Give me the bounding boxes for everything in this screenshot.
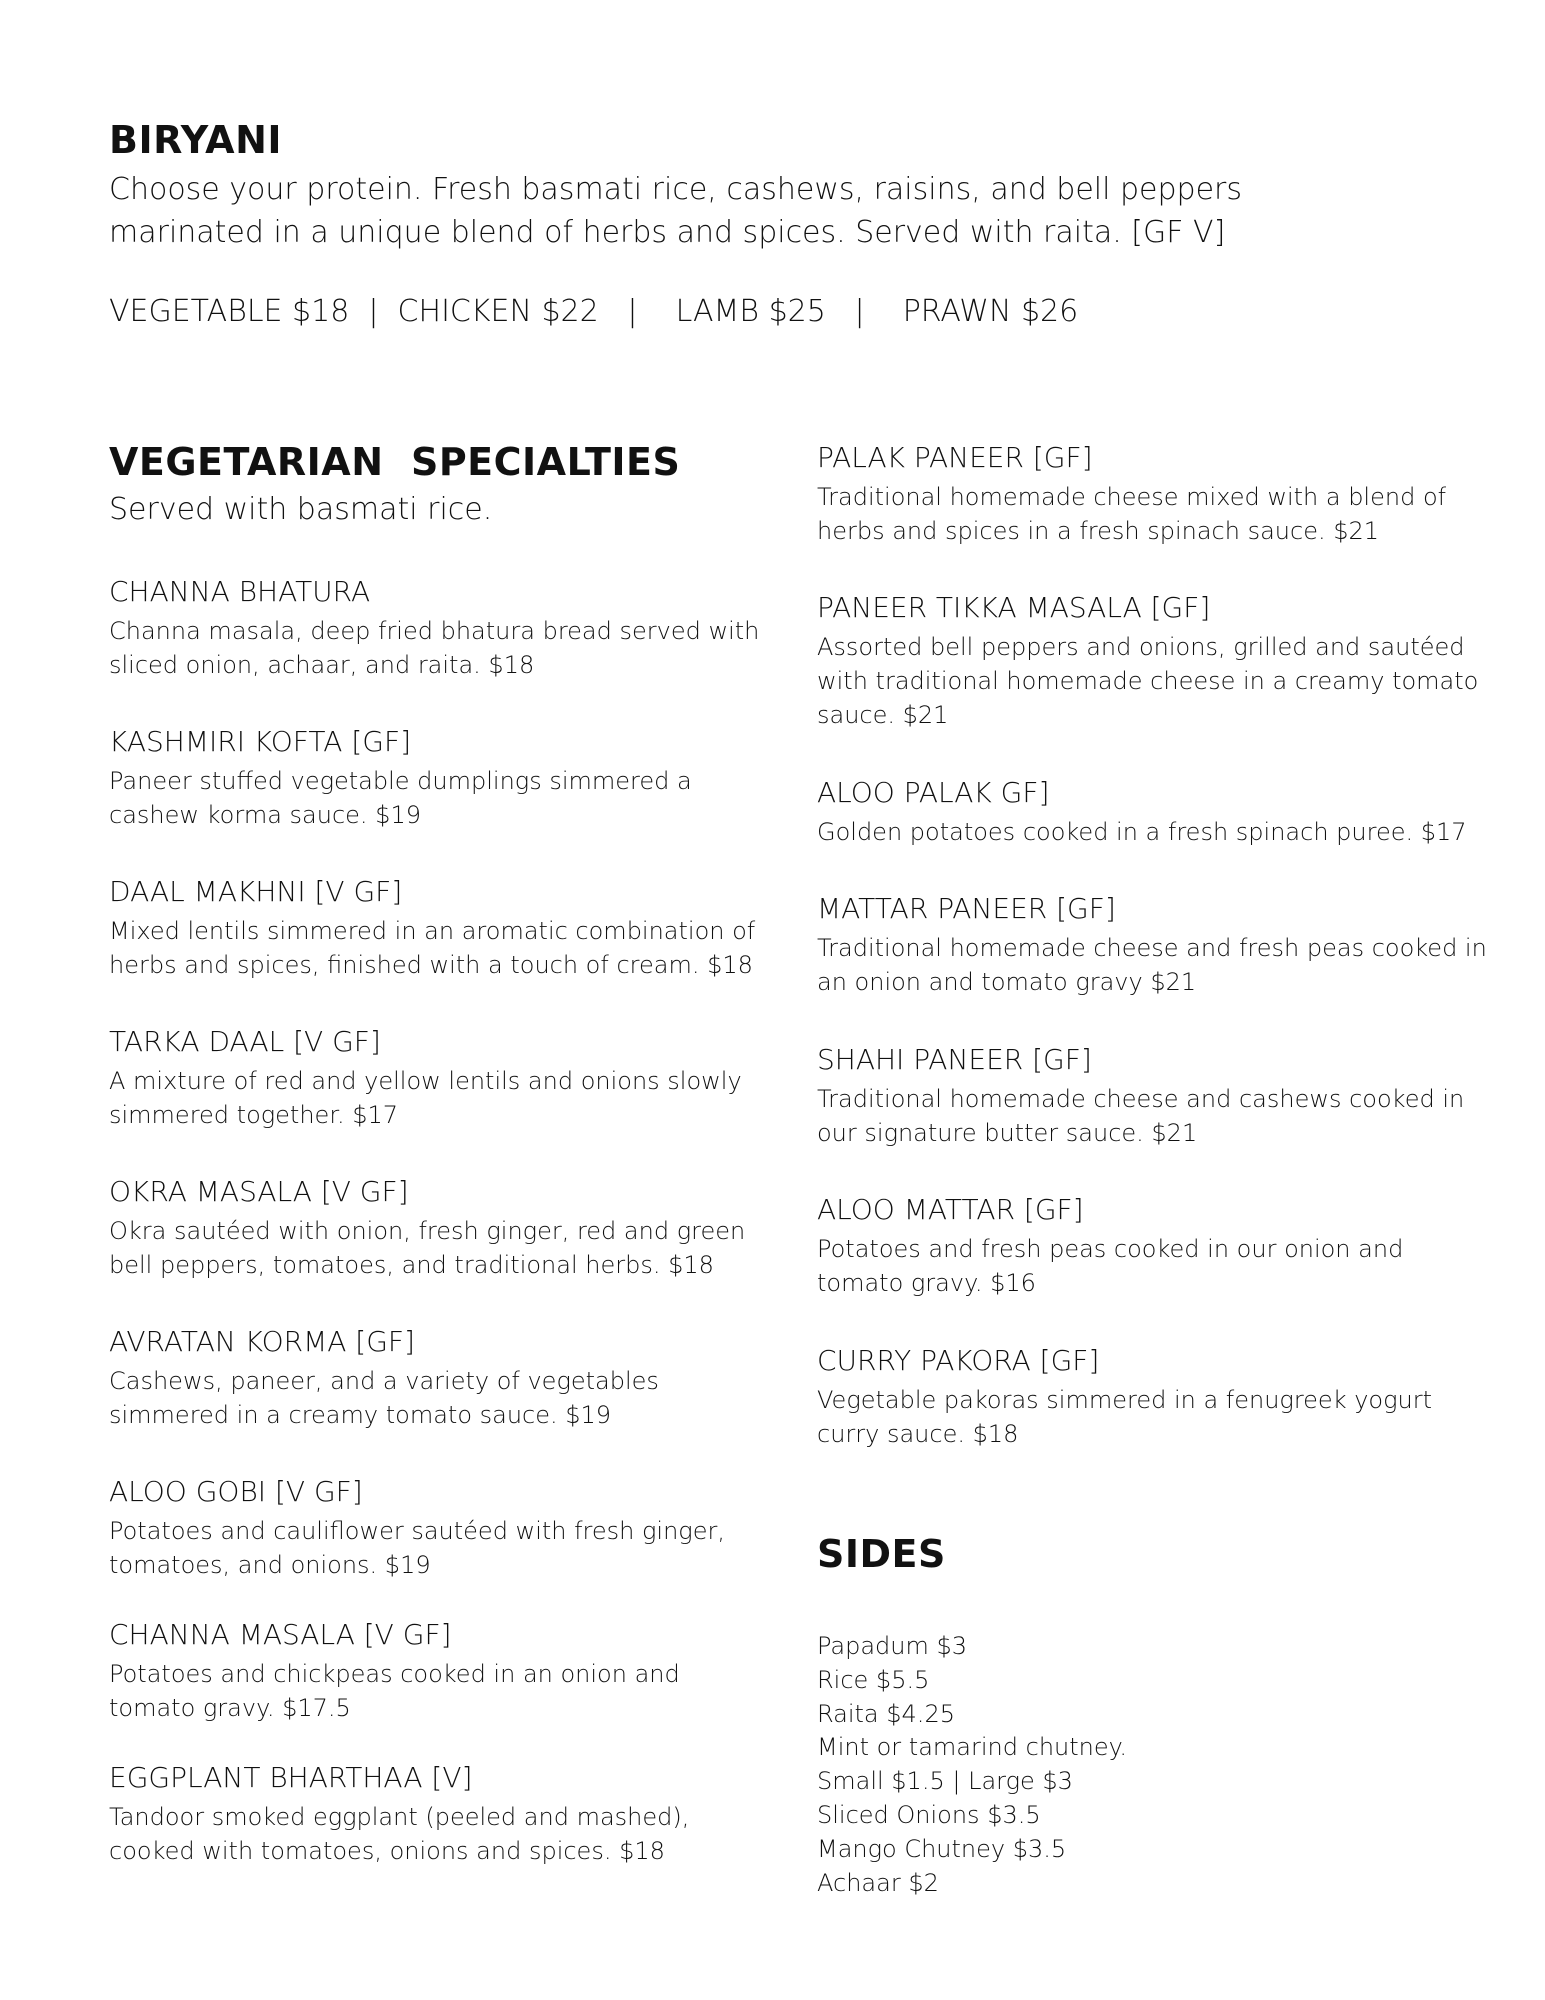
menu-item (817, 440, 1497, 548)
menu-item-name: OKRA MASALA [V GF] (109, 1175, 409, 1208)
list-item: Mint or tamarind chutney. (817, 1733, 1128, 1762)
menu-item-desc: Potatoes and fresh peas cooked in our onion and tomato gravy. $16 (817, 1235, 1404, 1297)
menu-item-desc: Channa masala, deep fried bhatura bread served with sliced onion, achaar, and raita. $18 (109, 617, 760, 679)
list-item: Sliced Onions $3.5 (817, 1800, 1041, 1829)
menu-item-desc: Potatoes and cauliflower sautéed with fresh ginger, tomatoes, and onions. $19 (109, 1517, 725, 1579)
biryani-title: BIRYANI (109, 118, 283, 162)
menu-item (109, 1024, 769, 1132)
sides-list (817, 1630, 1127, 1900)
menu-item-name: DAAL MAKHNI [V GF] (109, 875, 403, 908)
menu-item (109, 1174, 769, 1282)
menu-item (109, 1474, 769, 1582)
menu-item (109, 724, 769, 832)
menu-item (817, 1192, 1497, 1300)
menu-item-name: CURRY PAKORA [GF] (817, 1344, 1100, 1377)
menu-item-name: SHAHI PANEER [GF] (817, 1043, 1092, 1076)
menu-item-name: ALOO GOBI [V GF] (109, 1475, 363, 1508)
list-item: Small $1.5 | Large $3 (817, 1767, 1073, 1796)
menu-item-name: KASHMIRI KOFTA [GF] (109, 725, 411, 758)
menu-item-desc: Paneer stuffed vegetable dumplings simmered a cashew korma sauce. $19 (109, 767, 692, 829)
menu-item-desc: Cashews, paneer, and a variety of vegetables simmered in a creamy tomato sauce. $19 (109, 1367, 659, 1429)
menu-item (817, 775, 1497, 849)
menu-item-name: ALOO MATTAR [GF] (817, 1193, 1084, 1226)
menu-item-desc: Golden potatoes cooked in a fresh spinach puree. $17 (817, 818, 1467, 846)
menu-item-desc: Assorted bell peppers and onions, grilled and sautéed with traditional homemade cheese in a creamy tomato sauce. $21 (817, 633, 1479, 729)
menu-item (817, 891, 1497, 999)
menu-item-name: PALAK PANEER [GF] (817, 441, 1093, 474)
menu-item-desc: Vegetable pakoras simmered in a fenugreek yogurt curry sauce. $18 (817, 1386, 1432, 1448)
menu-item-desc: Traditional homemade cheese and cashews cooked in our signature butter sauce. $21 (817, 1085, 1465, 1147)
menu-item-name: ALOO PALAK GF] (817, 776, 1050, 809)
list-item: Raita $4.25 (817, 1699, 955, 1728)
menu-item-desc: Tandoor smoked eggplant (peeled and mashed), cooked with tomatoes, onions and spices. $18 (109, 1803, 690, 1865)
list-item: Rice $5.5 (817, 1665, 930, 1694)
menu-item-name: CHANNA MASALA [V GF] (109, 1618, 452, 1651)
menu-item-name: CHANNA BHATURA (109, 575, 371, 608)
menu-item (109, 1617, 769, 1725)
menu-item (109, 874, 769, 982)
menu-item-desc: A mixture of red and yellow lentils and onions slowly simmered together. $17 (109, 1067, 742, 1129)
menu-item (817, 1343, 1497, 1451)
menu-item-desc: Potatoes and chickpeas cooked in an onion and tomato gravy. $17.5 (109, 1660, 680, 1722)
menu-item-desc: Traditional homemade cheese and fresh peas cooked in an onion and tomato gravy $21 (817, 934, 1487, 996)
list-item: Achaar $2 (817, 1868, 939, 1897)
vegetarian-title: VEGETARIAN SPECIALTIES (109, 440, 681, 484)
menu-item-name: PANEER TIKKA MASALA [GF] (817, 591, 1211, 624)
menu-item (817, 1042, 1497, 1150)
list-item: Mango Chutney $3.5 (817, 1834, 1067, 1863)
menu-item (817, 590, 1497, 732)
biryani-section (109, 118, 1409, 329)
sides-title: SIDES (817, 1532, 946, 1576)
menu-item (109, 574, 769, 682)
list-item: Papadum $3 (817, 1632, 968, 1660)
menu-item-name: MATTAR PANEER [GF] (817, 892, 1116, 925)
menu-item (109, 1760, 769, 1868)
menu-item-name: AVRATAN KORMA [GF] (109, 1325, 415, 1358)
biryani-description: Choose your protein. Fresh basmati rice, cashews, raisins, and bell peppers marinated in a unique blend of herbs and spices. Served with raita. [GF V] (109, 172, 1243, 250)
menu-item-name: TARKA DAAL [V GF] (109, 1025, 381, 1058)
menu-item-desc: Mixed lentils simmered in an aromatic combination of herbs and spices, finished with a touch of cream. $18 (109, 917, 756, 979)
biryani-prices: VEGETABLE $18 | CHICKEN $22 | LAMB $25 | PRAWN $26 (109, 294, 1079, 329)
menu-item-desc: Traditional homemade cheese mixed with a blend of herbs and spices in a fresh spinach sauce. $21 (817, 483, 1447, 545)
menu-item-desc: Okra sautéed with onion, fresh ginger, red and green bell peppers, tomatoes, and traditional herbs. $18 (109, 1217, 746, 1279)
vegetarian-subtitle: Served with basmati rice. (109, 492, 493, 527)
menu-item-name: EGGPLANT BHARTHAA [V] (109, 1761, 473, 1794)
menu-item (109, 1324, 769, 1432)
